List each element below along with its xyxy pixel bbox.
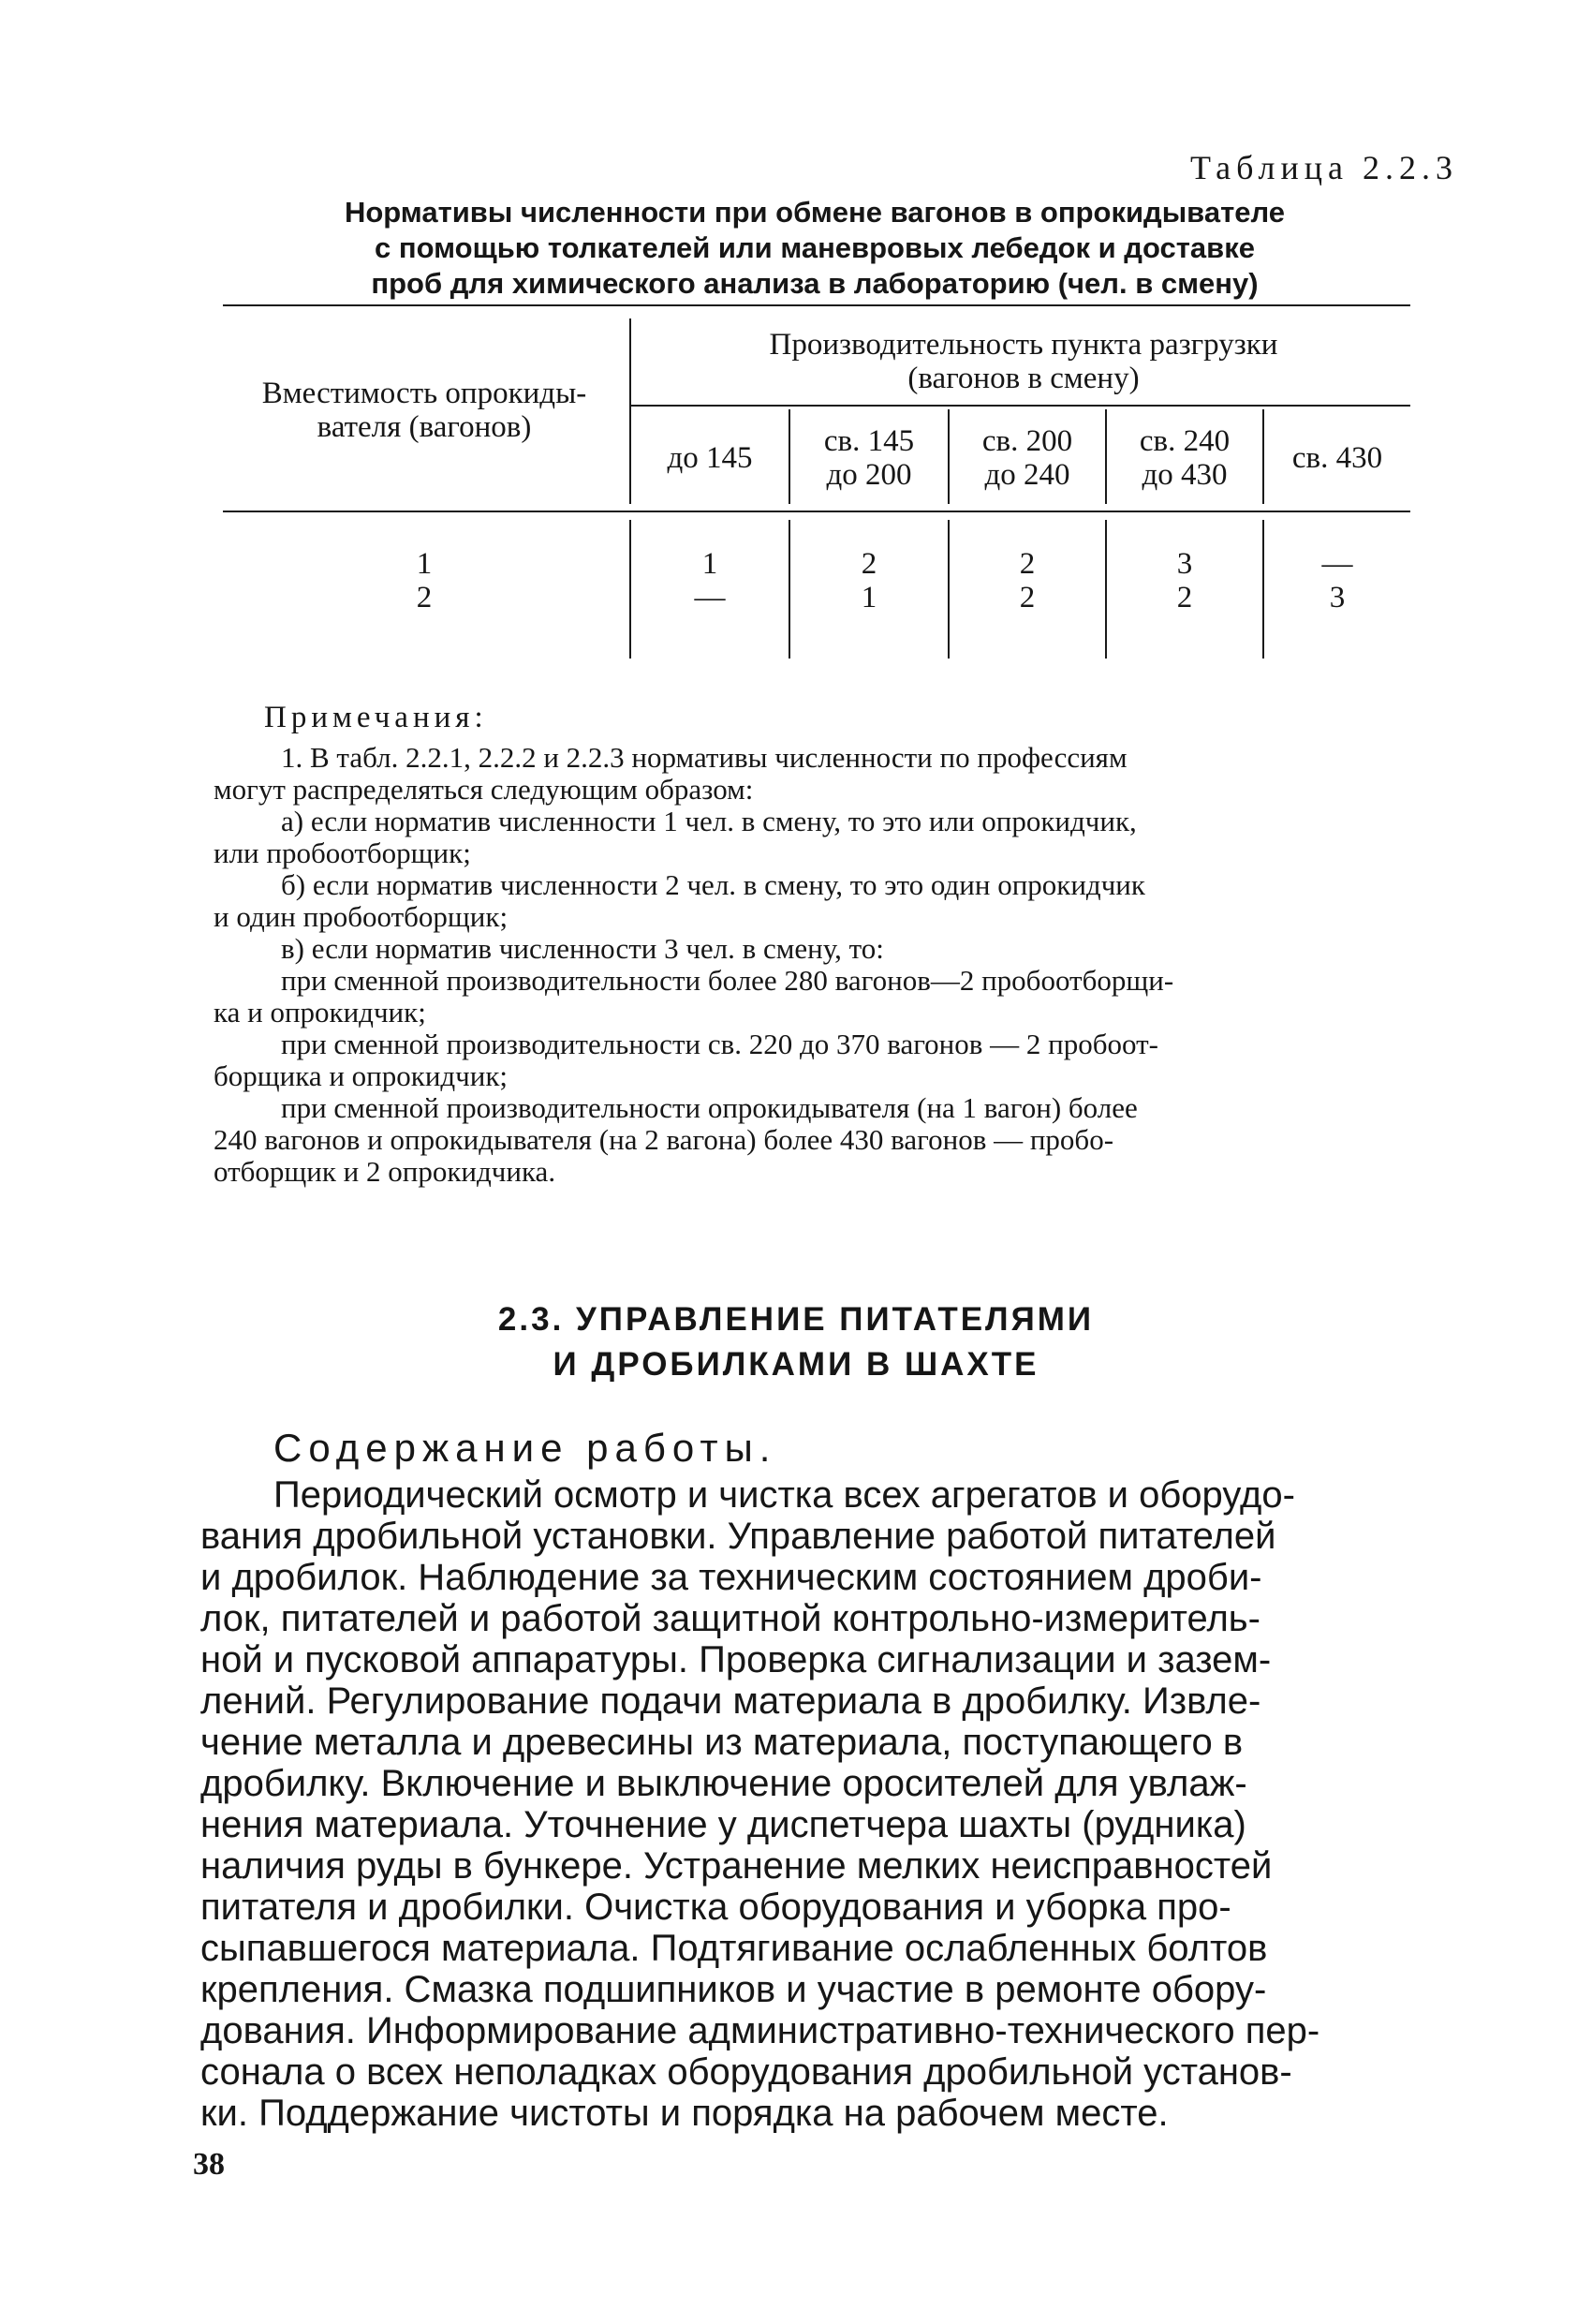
header-line: св. 430 bbox=[1291, 441, 1383, 475]
note-line: при сменной производительности опрокидывателя (на 1 вагон) более bbox=[281, 1091, 1138, 1124]
header-line: Производительность пункта разгрузки bbox=[769, 328, 1278, 362]
content-label: Содержание работы. bbox=[273, 1426, 777, 1470]
body-line: лок, питателей и работой защитной контрольно-измеритель- bbox=[200, 1598, 1260, 1639]
body-line: дробилку. Включение и выключение оросителей для увлаж- bbox=[200, 1763, 1247, 1804]
table-value: 3 bbox=[1176, 547, 1193, 581]
header-line: Вместимость опрокиды- bbox=[261, 377, 587, 410]
note-line: могут распределяться следующим образом: bbox=[214, 773, 754, 806]
header-line: до 430 bbox=[1142, 458, 1228, 492]
header-line: св. 145 bbox=[823, 424, 915, 458]
note-line: при сменной производительности более 280 вагонов—2 пробоотборщи- bbox=[281, 964, 1174, 997]
caption-line: проб для химического анализа в лабораторию (чел. в смену) bbox=[371, 267, 1259, 300]
note-line: в) если норматив численности 3 чел. в смену, то: bbox=[281, 932, 884, 965]
table-value: 2 bbox=[1176, 581, 1193, 614]
note-line: и один пробоотборщик; bbox=[214, 900, 509, 933]
caption-line: Нормативы численности при обмене вагонов в опрокидывателе bbox=[344, 196, 1286, 229]
capacity-cell bbox=[223, 547, 626, 614]
note-line: а) если норматив численности 1 чел. в смену, то это или опрокидчик, bbox=[281, 805, 1137, 837]
table-vertical-rule bbox=[789, 409, 790, 504]
table-vertical-rule bbox=[629, 520, 631, 659]
notes-title: Примечания: bbox=[264, 701, 488, 734]
table-value: 2 bbox=[1019, 547, 1036, 581]
table-header-divider bbox=[630, 405, 1410, 407]
table-cell bbox=[1264, 547, 1410, 614]
table-caption bbox=[225, 195, 1405, 302]
body-line: наличия руды в бункере. Устранение мелких неисправностей bbox=[200, 1845, 1273, 1887]
heading-line: И ДРОБИЛКАМИ В ШАХТЕ bbox=[553, 1346, 1039, 1383]
table-value: 2 bbox=[1019, 581, 1036, 614]
table-value: 2 bbox=[861, 547, 877, 581]
body-line: Периодический осмотр и чистка всех агрегатов и оборудо- bbox=[273, 1474, 1295, 1516]
header-line: св. 240 bbox=[1139, 424, 1231, 458]
body-line: ки. Поддержание чистоты и порядка на рабочем месте. bbox=[200, 2093, 1169, 2134]
body-line: крепления. Смазка подшипников и участие в ремонте обору- bbox=[200, 1969, 1267, 2010]
body-line: лений. Регулирование подачи материала в дробилку. Извле- bbox=[200, 1680, 1261, 1722]
note-line: 240 вагонов и опрокидывателя (на 2 вагона) более 430 вагонов — пробо- bbox=[214, 1123, 1114, 1156]
caption-line: с помощью толкателей или маневровых лебедок и доставке bbox=[375, 231, 1255, 264]
header-line: (вагонов в смену) bbox=[907, 362, 1140, 395]
body-line: дования. Информирование административно-технического пер- bbox=[200, 2010, 1320, 2051]
body-line: ной и пусковой аппаратуры. Проверка сигнализации и зазем- bbox=[200, 1639, 1272, 1680]
table-value: — bbox=[1321, 547, 1353, 581]
table-head-rule bbox=[223, 511, 1410, 512]
note-line: б) если норматив численности 2 чел. в смену, то это один опрокидчик bbox=[281, 868, 1145, 901]
table-label: Таблица 2.2.3 bbox=[1190, 149, 1458, 186]
note-line: или пробоотборщик; bbox=[214, 836, 471, 869]
note-line: ка и опрокидчик; bbox=[214, 996, 426, 1029]
header-line: до 240 bbox=[984, 458, 1070, 492]
table-value: 3 bbox=[1329, 581, 1346, 614]
note-line: отборщик и 2 опрокидчика. bbox=[214, 1155, 556, 1188]
table-vertical-rule bbox=[789, 520, 790, 659]
table-cell bbox=[792, 547, 946, 614]
column-header-cell bbox=[792, 424, 946, 492]
column-header-cell bbox=[1107, 424, 1262, 492]
body-line: и дробилок. Наблюдение за техническим состоянием дроби- bbox=[200, 1557, 1262, 1598]
table-value: 1 bbox=[416, 547, 433, 581]
table-cell bbox=[1107, 547, 1262, 614]
table-top-rule bbox=[223, 304, 1410, 306]
header-line: вателя (вагонов) bbox=[317, 410, 532, 444]
body-line: чение металла и древесины из материала, поступающего в bbox=[200, 1722, 1244, 1763]
column-header-cell bbox=[950, 424, 1105, 492]
heading-line: 2.3. УПРАВЛЕНИЕ ПИТАТЕЛЯМИ bbox=[497, 1301, 1095, 1338]
table-cell bbox=[633, 547, 787, 614]
body-line: нения материала. Уточнение у диспетчера шахты (рудника) bbox=[200, 1804, 1246, 1845]
row-header-cell bbox=[223, 377, 626, 444]
table-value: — bbox=[694, 581, 726, 614]
note-line: 1. В табл. 2.2.1, 2.2.2 и 2.2.3 нормативы численности по профессиям bbox=[281, 741, 1128, 774]
header-line: до 200 bbox=[826, 458, 912, 492]
table-vertical-rule bbox=[629, 318, 631, 504]
table-value: 1 bbox=[861, 581, 877, 614]
header-line: св. 200 bbox=[981, 424, 1073, 458]
body-line: питателя и дробилки. Очистка оборудования и уборка про- bbox=[200, 1887, 1231, 1928]
header-line: до 145 bbox=[667, 441, 753, 475]
body-line: вания дробильной установки. Управление работой питателей bbox=[200, 1516, 1276, 1557]
page-number: 38 bbox=[193, 2147, 225, 2182]
note-line: борщика и опрокидчик; bbox=[214, 1059, 509, 1092]
body-line: сонала о всех неполадках оборудования дробильной установ- bbox=[200, 2051, 1292, 2093]
column-header-cell bbox=[1264, 441, 1410, 475]
table-value: 2 bbox=[416, 581, 433, 614]
section-heading bbox=[281, 1297, 1311, 1387]
table-value: 1 bbox=[701, 547, 718, 581]
group-header-cell bbox=[637, 328, 1410, 395]
note-line: при сменной производительности св. 220 до 370 вагонов — 2 пробоот- bbox=[281, 1028, 1158, 1060]
table-cell bbox=[950, 547, 1105, 614]
body-line: сыпавшегося материала. Подтягивание ослабленных болтов bbox=[200, 1928, 1268, 1969]
column-header-cell bbox=[633, 441, 787, 475]
